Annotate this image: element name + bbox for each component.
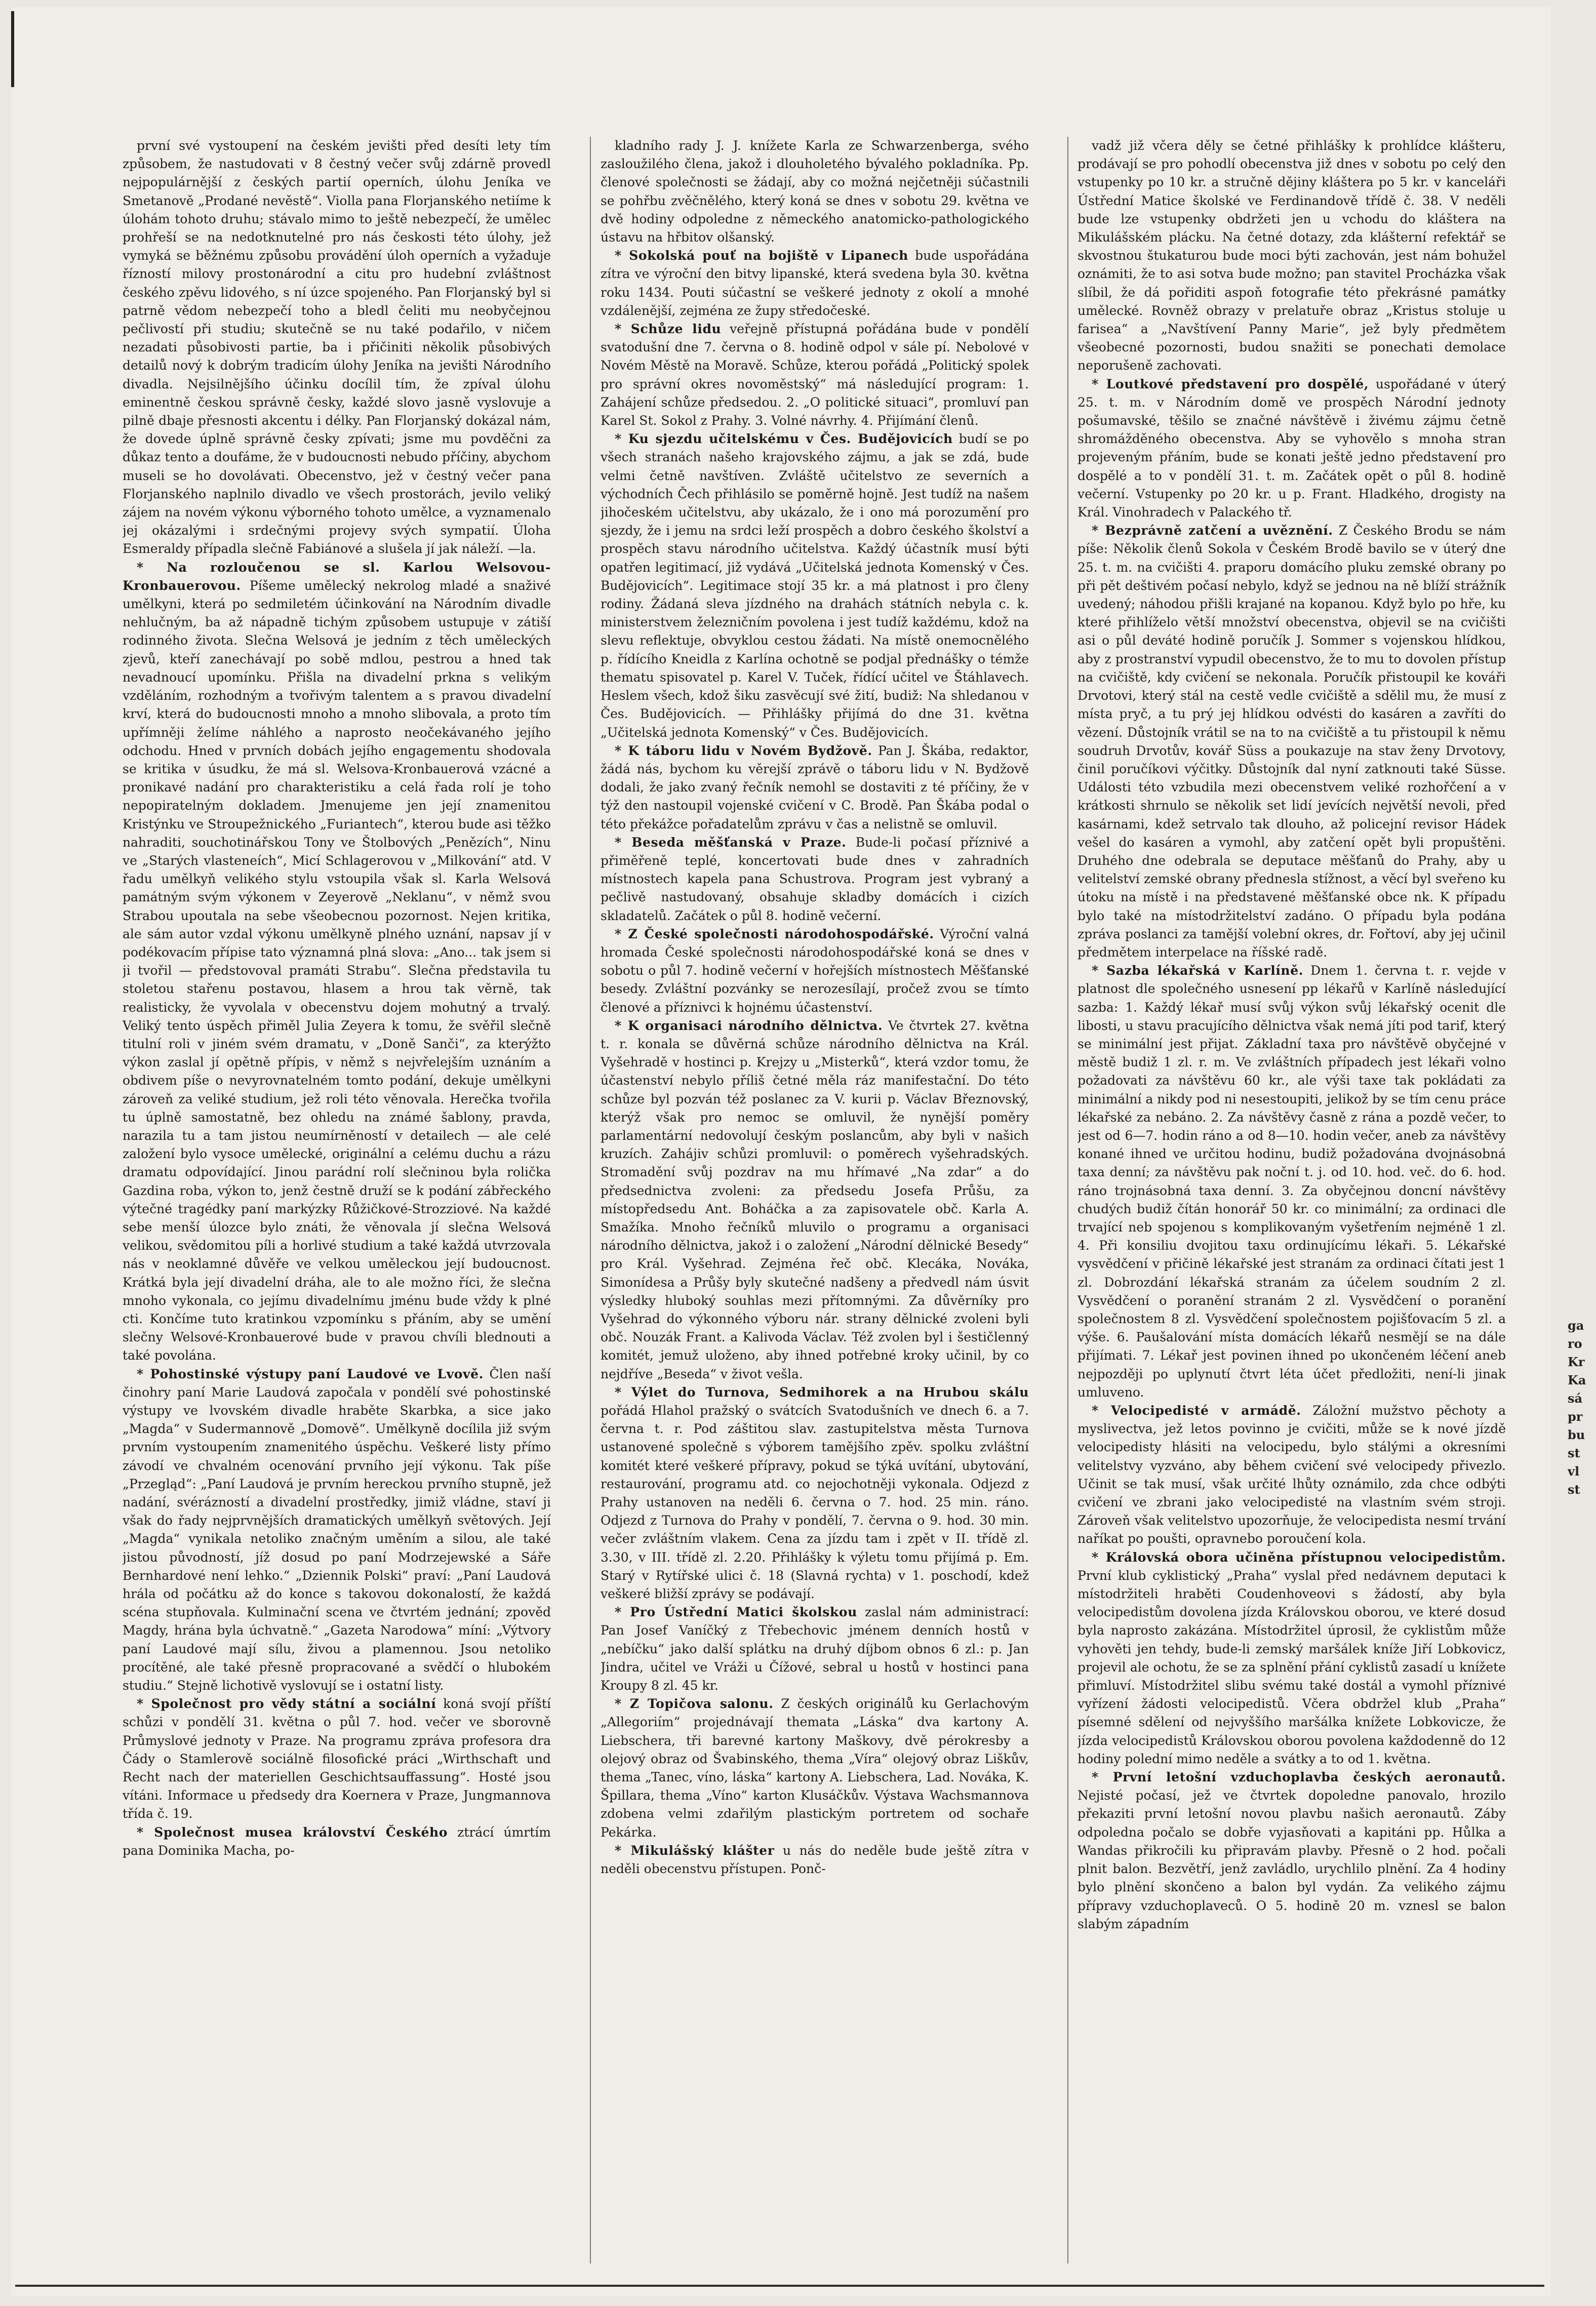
- column-divider: [590, 137, 591, 2263]
- news-item: [1078, 962, 1506, 1402]
- margin-fragment: pr: [1568, 1409, 1583, 1424]
- news-item: [601, 833, 1029, 925]
- news-item-text: Dnem 1. června t. r. vejde v platnost dle společného usnesení pp lékařů v Karlíně následující sazba: 1. Každý lékař musí svůj výkon svůj lékařský ocenit dle libosti, u stavu pracujícího dělnictva však nemá jíti pod tarif, který se minimální jest přijat. Základní taxa pro návštěvě obyčejné v městě budiž 1 zl. r. m. Ve zvláštních případech jest lékaři volno požadovati za návštěvu 60 kr., ale výši taxe tak pokládati za minimální a nikdy pod ni nesestoupiti, jelikož by se tím cenu práce lékařské za nebáno. 2. Za návštěvy časně z rána a pozdě večer, to jest od 6—7. hodin ráno a od 8—10. hodin večer, aneb za návštěvy konané ihned ve určitou hodinu, budiž požadována dvojnásobná taxa denní; za návštěvu pak noční t. j. od 10. hod. več. do 6. hod. ráno trojnásobná taxa denní. 3. Za obyčejnou doncní návštěvy chudých budiž čítán honorář 50 kr. co minimální; za ordinaci dle trvající neb spojenou s komplikovaným vyšetřením nejméně 1 zl. 4. Při konsiliu dvojitou taxu ordinujícímu lékaři. 5. Lékařské vysvědčení v přičině lékařské jest stranám za ordinaci čítati jest 1 zl. Dobrozdání lékařská stranám za účelem soudním 2 zl. Vysvědčení o poranění stranám 2 zl. Vysvědčení o poranění společnostem 8 zl. Vysvědčení společnostem pojišťovacím 5 zl. a výše. 6. Paušalování místa domácích lékařů nesmějí se na dále přijímati. 7. Lékař jest povinen ihned po ukončeném léčení aneb nejpozději po uplynutí čtvrt léta účet předložiti, není-li jinak umluveno.: [1078, 963, 1506, 1400]
- news-item-heading: * Královská obora učiněna přístupnou velocipedistům.: [1092, 1549, 1506, 1565]
- bottom-rule: [15, 2285, 1544, 2287]
- margin-fragment: Ka: [1568, 1373, 1586, 1387]
- news-item-text: Člen naší činohry paní Marie Laudová započala v pondělí své pohostinské výstupy ve lvovském divadle hraběte Skarbka, a sice jako „Magda“ v Sudermannově „Domově“. Umělkyně docílila již svým prvním vystoupením znamenitého úspěchu. Veškeré listy přímo závodí ve chvalném ocenování prvního její výkonu. Tak píše „Przegląd“: „Paní Laudová je prvním hereckou prvního stupně, jež nadání, svérázností a divadelní prostředky, jimiž vládne, staví ji však do řady nejprvnějších dramatických umělkyň světových. Její „Magda“ vynikala netoliko značným uměním a silou, ale také jistou původností, jíž dosud po paní Modrzejewské a Sáře Bernhardové není lehko.“ „Dziennik Polski“ praví: „Paní Laudová hrála od počátku až do konce s takovou dokonalostí, že každá scéna stupňovala. Kulminační scena ve čtvrtém jednání; zpověď Magdy, hrána byla úchvatně.“ „Gazeta Narodowa“ míní: „Výtvory paní Laudové mají sílu, živou a plamennou. Jsou netoliko procítěné, ale také přesně propracované a svědčí o hlubokém studiu.“ Stejně lichotivě vyslovují se i ostatní listy.: [123, 1366, 551, 1693]
- adjacent-page-fragment: [1568, 1317, 1596, 2279]
- news-item-text: vadž již včera děly se četné přihlášky k prohlídce klášteru, prodávají se pro pohodlí obecenstva již dnes v sobotu po celý den vstupenky po 10 kr. a stručně dějiny kláštera po 5 kr. v kanceláři Ústřední Matice školské ve Ferdinandově třídě č. 38. V neděli bude lze vstupenky obdržeti jen u vchodu do kláštera na Mikulášském plácku. Na četné dotazy, zda klášterní refektář se skvostnou štukaturou bude moci býti zachován, jest nám bohužel oznámiti, že to asi sotva bude možno; pan stavitel Procházka však slíbil, že dá pořiditi aspoň fotografie této překrásné památky umělecké. Rovněž obrazy v prelatuře obraz „Kristus stoluje u farisea“ a „Navštívení Panny Marie“, jež byly předmětem všeobecné pozornosti, budou snažiti se ponechati demolace neporušeně zachovati.: [1078, 138, 1506, 373]
- news-item: [601, 430, 1029, 741]
- news-item: [601, 925, 1029, 1017]
- news-item-heading: * Výlet do Turnova, Sedmihorek a na Hrubou skálu: [615, 1384, 1029, 1400]
- news-item-heading: * Pro Ústřední Matici školskou: [615, 1605, 857, 1620]
- news-item: [601, 1842, 1029, 1878]
- news-item-text: zaslal nám administrací: Pan Josef Vaníčký z Třebechovic jménem denních hostů v „nebíčku“ jako další splátku na druhý díjbom obnos 6 zl.: p. Jan Jindra, učitel ve Vráži u Čížové, sebral u hostů v hostinci pana Kroupy 8 zl. 45 kr.: [601, 1605, 1029, 1693]
- news-item: [1078, 1548, 1506, 1768]
- news-item-text: Výroční valná hromada České společnosti národohospodářské koná se dnes v sobotu o půl 7. hodině večerní v hořejších místnostech Měšťanské besedy. Zvláštní pozvánky se nerozesílají, pročež zvou se tímto členové a příznivci k hojnému účastenství.: [601, 926, 1029, 1015]
- column-2: [601, 137, 1029, 2256]
- news-item-heading: * Z Topičova salonu.: [615, 1696, 774, 1712]
- news-item-text: u nás do neděle bude ještě zítra v neděli obecenstvu přístupen. Ponč-: [601, 1843, 1029, 1877]
- news-item: [601, 742, 1029, 833]
- news-item: [601, 247, 1029, 320]
- news-item-text: Píšeme umělecký nekrolog mladé a snaživé umělkyni, která po sedmiletém účinkování na Národním divadle nehlučným, ba až nápadně tichým způsobem ustupuje v zátiší rodinného života. Slečna Welsová je jedním z těch uměleckých zjevů, kteří zanechávají po sobě mdlou, pestrou a hned tak nevadnoucí upomínku. Přišla na divadelní prkna s velikým vzděláním, rozhodným a tvořivým talentem a s pravou divadelní krví, která do budoucnosti mnoho a mnoho slibovala, a proto tím upřímněji želíme náhlého a naprosto neočekávaného jejího odchodu. Hned v prvních dobách jejího engagementu shodovala se kritika v úsudku, že má sl. Welsova-Kronbauerová vzácné a pronikavé nadání pro charakteristiku a celá řada rolí je toho nepopiratelným dokladem. Jmenujeme jen její znamenitou Kristýnku ve Stroupežnického „Furiantech“, kterou bude asi těžko nahraditi, souchotinářskou Tony ve Štolbových „Penězích“, Ninu ve „Starých vlasteneích“, Micí Schlagerovou v „Milkování“ atd. V řadu umělkyň velikého stylu vstoupila však sl. Karla Welsová památným svým výkonem v Zeyerově „Neklanu“, v němž svou Strabou upoutala na sebe všeobecnou pozornost. Nejen kritika, ale sám autor vzdal výkonu umělkyně plného uznání, napsav jí v podékovacím přípise tato významná plná slova: „Ano... tak jsem si ji tvořil — předstovoval pramáti Strabu“. Slečna představila tu stoletou stařenu postavou, hlasem a hrou tak věrně, tak realisticky, že vyvolala v obecenstvu dojem mohutný a trvalý. Veliký tento úspěch přiměl Julia Zeyera k tomu, že svěřil slečně titulní roli v jiném svém dramatu, v „Doně Sanči“, za kterýžto výkon zaslal jí opětně přípis, v němž s nejvřelejším uznáním a obdivem píše o nevyrovnatelném tomto podání, dekuje umělkyni zároveň za veliké studium, jež roli této věnovala. Herečka tvořila tu úplně samostatně, bez ohledu na známé šablony, pravda, narazila tu a tam jistou neumírněností v detailech — ale celé založení bylo vysoce umělecké, originální a celému duchu a rázu dramatu odpovídající. Jinou parádní rolí slečninou byla rolička Gazdina roba, výkon to, jenž čestně druží se k podání zábřeckého výtečné tragédky paní markýzky Růžičkové-Strozziové. Na každé sebe menší úlozce bylo znáti, že věnovala jí slečna Welsová velikou, svědomitou píli a horlivé studium a také každá utvrzovala nás v neoklamné důvěře ve velkou uměleckou její budoucnost. Krátká byla její divadelní dráha, ale to ale možno říci, že slečna mnoho vykonala, co jejímu divadelnímu jménu bude vždy k plné cti. Končíme tuto kratinkou vzpomínku s přáním, aby se umění slečny Welsové-Kronbauerové bude v pravou chvíli blednouti a také povolána.: [123, 578, 551, 1363]
- news-item-heading: * První letošní vzduchoplavba českých aeronautů.: [1092, 1770, 1506, 1785]
- news-item-heading: * Loutkové představení pro dospělé,: [1092, 376, 1369, 391]
- news-item-text: první své vystoupení na českém jevišti před desíti lety tím způsobem, že nastudovati v 8 čestný večer svůj zdárně provedl nejpopulárnější z českých partií operních, úlohu Jeníka ve Smetanově „Prodané nevěstě“. Violla pana Florjanského netiíme k úlohám tohoto druhu; stávalo mimo to ještě nebezpečí, že umělec prohřeší se na nedotknutelné pro nás českosti této úlohy, jež vymyká se běžnému způsobu provádění úloh operních a vyžaduje řízností milovy prostonárodní a citu pro hudební zvláštnost českého zpěvu lidového, s ní úzce spojeného. Pan Florjanský byl si patrně vědom nebezpečí toho a bledl čeliti mu neobyčejnou pečlivostí při studiu; skutečně se nu také podařilo, v ničem nezadati působivosti partie, ba i přičiniti několik působivých detailů nový k dobrým tradicím úlohy Jeníka na jevišti Národního divadla. Nejsilnějšího účinku docílil tím, že zpíval úlohu eminentně českou správně česky, každé slovo jasně vyslovuje a pilně dbaje přesnosti akcentu i délky. Pan Florjanský dokázal nám, že dovede úplně správně česky zpívati; jsme mu povděčni za důkaz tento a doufáme, že v budoucnosti nebudo příčiny, abychom museli se ho dovolávati. Obecenstvo, jež v čestný večer pana Florjanského naplnilo divadlo ve všech prostorách, jevilo veliký zájem na novém výkonu výborného tohoto umělce, a vyznamenalo jej okázalými i srdečnými projevy svých sympatií. Úloha Esmeraldy případla slečně Fabiánové a slušela jí jak náleží. —la.: [123, 138, 551, 556]
- news-item: [601, 1383, 1029, 1603]
- column-divider: [1067, 137, 1068, 2263]
- news-item: [123, 1365, 551, 1695]
- column-1: [123, 137, 551, 2256]
- news-item-heading: * Sokolská pouť na bojiště v Lipanech: [615, 248, 908, 263]
- margin-fragment: st: [1568, 1446, 1580, 1460]
- news-item-heading: * Společnost pro vědy státní a sociální: [137, 1696, 436, 1712]
- news-item: [123, 1695, 551, 1823]
- news-item: [1078, 522, 1506, 962]
- news-item: [601, 1603, 1029, 1695]
- news-item-text: Pan J. Škába, redaktor, žádá nás, bychom ku věrejší zprávě o táboru lidu v N. Bydžově dodali, že jako zvaný řečník nemohl se dostaviti z té příčiny, že v týž den nastoupil vojenské cvičení v C. Brodě. Pan Škába podal o této překážce pořadatelům zprávu v čas a nelistně se omluvil.: [601, 743, 1029, 831]
- news-item-heading: * Beseda měšťanská v Praze.: [615, 834, 847, 850]
- news-item: [1078, 375, 1506, 522]
- news-item-heading: * Na rozloučenou se sl. Karlou Welsovou-Kronbauerovou.: [123, 560, 551, 593]
- news-item: [123, 1823, 551, 1860]
- news-item-heading: * Bezprávně zatčení a uvěznění.: [1092, 523, 1333, 538]
- news-item-text: budí se po všech stranách našeho krajovského zájmu, a jak se zdá, bude velmi četně navštíven. Zvláště učitelstvo ze severních a východních Čech přihlásilo se poměrně hojně. Jest tudíž na našem jihočeském učitelstvu, aby ukázalo, že i ono má porozumění pro sjezdy, že i jemu na srdci leží prospěch a dobro českého školství a prospěch stavu národního učitelstva. Každý účastník musí býti opatřen legitimací, již vydává „Učitelská jednota Komenský v Čes. Budějovicích“. Legitimace stojí 35 kr. a má platnost i pro členy rodiny. Žádaná sleva jízdného na drahách státních nebyla c. k. ministerstvem železničním povolena i jest tudíž každému, kdož na slevu reflektuje, obvyklou cestou žádati. Na místě onemocnělého p. řídícího Kneidla z Karlína ochotně se podjal přednášky o témže thematu spisovatel p. Karel V. Tuček, řídící učitel ve Štáhlavech. Heslem všech, kdož šiku zasvěcují své žití, budiž: Na shledanou v Čes. Budějovicích. — Přihlášky přijímá do dne 31. května „Učitelská jednota Komenský“ v Čes. Budějovicích.: [601, 431, 1029, 740]
- news-item-text: bude uspořádána zítra ve výroční den bitvy lipanské, která svedena byla 30. května roku 1434. Pouti súčastní se veškeré jednoty z okolí a mnohé vzdálenější, zejména ze župy středočeské.: [601, 248, 1029, 318]
- news-item-heading: * Společnost musea království Českého: [137, 1824, 448, 1840]
- news-item: [601, 320, 1029, 430]
- margin-fragment: ga: [1568, 1318, 1584, 1333]
- news-item: [601, 1695, 1029, 1842]
- news-item-text: koná svojí příští schůzi v pondělí 31. května o půl 7. hod. večer ve sborovně Průmyslové jednoty v Praze. Na programu zpráva profesora dra Čády o Stamlerově sociálně filosofické práci „Wirthschaft und Recht nach der materiellen Geschichtsauffassung“. Hosté jsou vítáni. Informace u předsedy dra Koernera v Praze, Jungmannova třída č. 19.: [123, 1696, 551, 1821]
- news-item-heading: * Mikulášský klášter: [615, 1843, 775, 1858]
- news-item-heading: * Schůze lidu: [615, 322, 722, 337]
- news-item-heading: * K táboru lidu v Novém Bydžově.: [615, 743, 872, 758]
- news-item-text: Nejisté počasí, jež ve čtvrtek dopoledne panovalo, hrozilo překaziti první letošní novou plavbu našich aeronautů. Záby odpoledna počalo se dobře vyjasňovati a kapitáni pp. Hůlka a Wandas přikročili ku připravám plavby. Přesně o 2 hod. počali plnit balon. Bezvětří, jenž zavládlo, urychlilo plnění. Za 4 hodiny bylo plnění skončeno a balon byl vydán. Za velikého zájmu přípravy vzduchoplaveců. O 5. hodině 20 m. vznesl se balon slabým západním: [1078, 1788, 1506, 1931]
- margin-fragment: Kr: [1568, 1355, 1585, 1369]
- news-item-heading: * Sazba lékařská v Karlíně.: [1092, 963, 1304, 978]
- news-item-text: Z Českého Brodu se nám píše: Několik členů Sokola v Českém Brodě bavilo se v úterý dne 25. t. m. na cvičišti 4. praporu domácího pluku zemské obrany po při pět deštivém počasí nebylo, když se jednou na ně blíží strážník uvedený; náhodou přišli krajané na kopanou. Když bylo po hře, ku které přihlíželo větší množství obecenstva, objevil se na cvičišti asi o půl deváté hodině poručík J. Sommer s vojenskou hlídkou, aby z prostranství vypudil obecenstvo, že to mu to dovolen přístup na cvičiště, kdy cvičení se nekonala. Poručík přistoupil ke kováři Drvotovi, který stál na cestě vedle cvičiště a sdělil mu, že musí z místa pryč, a tu prý jej hlídkou odvésti do kasáren a zavříti do vězení. Důstojník vrátil se na to na cvičiště a tu přistoupil k němu soudruh Drvotův, kovář Süss a poukazuje na stav ženy Drvotovy, činil poručíkovi výčitky. Důstojník dal nyní zatknouti také Süsse. Události této vzbudila mezi obecenstvem veliké rozhořčení a v krátkosti shrnulo se několik set lidí jevících největší nevoli, před kasárnami, kdež setrvalo tak dlouho, až policejní revisor Hádek vešel do kasáren a vymohl, aby zatčení opět byli propuštěni. Druhého dne odebrala se deputace měšťanů do Prahy, aby u velitelství zemské obrany přednesla stížnost, a věcí byl sveřeno ku útoku na místě i na představené měšťanské obce nk. K případu bylo také na místodržitelství zadáno. O případu byla podána zpráva poslanci za tamější volební okres, dr. Fořtoví, aby jej učinil předmětem interpelace na říšské radě.: [1078, 523, 1506, 960]
- news-item-heading: * Velocipedisté v armádě.: [1092, 1403, 1301, 1418]
- news-item-heading: * Ku sjezdu učitelskému v Čes. Budějovicích: [615, 431, 953, 447]
- news-item-text: uspořádané v úterý 25. t. m. v Národním domě ve prospěch Národní jednoty pošumavské, těšilo se značné návštěvě i živému zájmu četně shromážděného obecenstva. Aby se vyhovělo s mnoha stran projeveným přáním, bude se konati ještě jedno představení pro dospělé a to v pondělí 31. t. m. Začátek opět o půl 8. hodině večerní. Vstupenky po 20 kr. u p. Frant. Hladkého, drogisty na Král. Vinohradech v Palackého tř.: [1078, 376, 1506, 520]
- margin-fragment: st: [1568, 1482, 1580, 1497]
- left-edge-rule: [11, 11, 14, 87]
- margin-fragment: ro: [1568, 1336, 1582, 1351]
- news-item: [601, 137, 1029, 247]
- news-item-text: pořádá Hlahol pražský o svátcích Svatodušních ve dnech 6. a 7. června t. r. Pod záštitou slav. zastupitelstva města Turnova ustanovené společně s výborem tamějšího zpěv. spolku zvláštní komitét které veškeré přípravy, pokud se týká uvítání, ubytování, restaurování, programu atd. co nejochotněji vykonala. Odjezd z Prahy ustanoven na neděli 6. června o 7. hod. 25 min. ráno. Odjezd z Turnova do Prahy v pondělí, 7. června o 9. hod. 30 min. večer zvláštním vlakem. Cena za jízdu tam i zpět v II. třídě zl. 3.30, v III. třídě zl. 2.20. Přihlášky k výletu tomu přijímá p. Em. Starý v Rytířské ulici č. 18 (Slavná rychta) v 1. poschodí, kdež veškeré bližší zprávy se podávají.: [601, 1403, 1029, 1602]
- column-3: [1078, 137, 1506, 2256]
- news-item: [1078, 1768, 1506, 1933]
- margin-fragment: bu: [1568, 1427, 1585, 1442]
- margin-fragment: vl: [1568, 1464, 1580, 1479]
- news-item-heading: * K organisaci národního dělnictva.: [615, 1018, 883, 1033]
- news-item: [123, 559, 551, 1365]
- news-item: [123, 137, 551, 559]
- news-item-text: Záložní mužstvo pěchoty a myslivectva, jež letos povinno je cvičiti, může se k nové jízdě velocipedisty hlásiti na velocipedu, bylo stálými a okresními velitelstvy vyzváno, aby během cvičení své velocipedy přivezlo. Učinit se tak musí, však určité lhůty oznámilo, zda chce odbýti cvičení ve zbrani jako velocipedisté na vlastním svém stroji. Zároveň však velitelstvo upozorňuje, že velocipedista nesmí trvání naříkat po poušti, opravnebo poroučení kola.: [1078, 1403, 1506, 1546]
- news-item-text: ztrácí úmrtím pana Dominika Macha, po-: [123, 1824, 551, 1858]
- news-item-heading: * Z České společnosti národohospodářské.: [615, 926, 934, 941]
- news-item-text: kladního rady J. J. knížete Karla ze Schwarzenberga, svého zasloužilého člena, jakož i dlouholetého bývalého pokladníka. Pp. členové společnosti se žádají, aby co možná nejčetněji súčastnili se pohřbu zvěčnělého, který koná se dnes v sobotu 29. května ve dvě hodiny odpoledne z německého anatomicko-pathologického ústavu na hřbitov olšanský.: [601, 138, 1029, 245]
- news-item: [1078, 137, 1506, 375]
- news-item: [1078, 1402, 1506, 1548]
- news-item-text: veřejně přístupná pořádána bude v pondělí svatodušní dne 7. června o 8. hodině odpol v sále pí. Nebolové v Novém Městě na Moravě. Schůze, kterou pořádá „Politický spolek pro správní okres novoměstský“ má následující program: 1. Zahájení schůze předsedou. 2. „O politické situaci“, promluví pan Karel St. Sokol z Prahy. 3. Volné návrhy. 4. Přijímání členů.: [601, 322, 1029, 428]
- news-item-text: První klub cyklistický „Praha“ vyslal před nedávnem deputaci k místodržiteli hraběti Coudenhoveovi s žádostí, aby byla velocipedistům dovolena jízda Královskou oborou, ve které dosud byla naprosto zakázána. Místodržitel úprosil, že cyklistům může vyhověti jen tehdy, bude-li zemský maršálek kníže Jiří Lobkovicz, projevil ale ochotu, že se za splnění přání cyklistů zasadí u knížete přimluví. Místodržitel slibu svému také dostál a vymohl příznivé vyřízení žádosti velocipedistů. Včera obdržel klub „Praha“ písemné sdělení od nejvyššího maršálka knížete Lobkovicze, že jízda velocipedistů Královskou oborou povolena každodenně do 12 hodiny polední mimo neděle a svátky a to od 1. května.: [1078, 1568, 1506, 1766]
- news-item-heading: * Pohostinské výstupy paní Laudové ve Lvově.: [137, 1366, 484, 1381]
- news-item: [601, 1017, 1029, 1383]
- margin-fragment: sá: [1568, 1391, 1583, 1406]
- news-item-text: Z českých originálů ku Gerlachovým „Allegoriím“ projednávají themata „Láska“ dva kartony A. Liebschera, tři barevné kartony Maškovy, dvě pérokresby a olejový obraz od Švabinského, thema „Víra“ olejový obraz Liškův, thema „Tanec, víno, láska“ kartony A. Liebschera, Lad. Nováka, K. Špillara, thema „Víno“ karton Klusáčkův. Výstava Wachsmannova zdobena velmi zdařilým plastickým portretem od sochaře Pekárka.: [601, 1696, 1029, 1840]
- news-item-text: Ve čtvrtek 27. května t. r. konala se důvěrná schůze národního dělnictva na Král. Vyšehradě v hostinci p. Krejzy u „Misterků“, která vzdor tomu, že účastenství nebylo příliš četné měla ráz manifestační. Do této schůze byl pozván též poslanec za V. kurii p. Václav Březnovský, kterýž však pro nemoc se omluvil, že nynější poměry parlamentární nedovolují českým poslancům, aby byli v našich kruzích. Zahájiv schůzi promluvil: o poměrech vyšehradských. Stromadění svůj pozdrav na mu hřímavé „Na zdar“ a do předsednictva zvoleni: za předsedu Josefa Průšu, za místopředsedu Ant. Boháčka a za zapisovatele obč. Karla A. Smažíka. Mnoho řečníků mluvilo o programu a organisaci národního dělnictva, jakož i o založení „Národní dělnické Besedy“ pro Král. Vyšehrad. Zejména řeč obč. Klecáka, Nováka, Simonídesa a Průšy byly skutečné nadšeny a předvedl nám úsvit výsledky hluboký souhlas mezi přítomnými. Za důvěrníky pro Vyšehrad do výkonného výboru nár. strany dělnické zvoleni byli obč. Nouzák Frant. a Kalivoda Václav. Též zvolen byl i šestičlenný komitét, jemuž uloženo, aby ihned potřebné kroky učinil, by co nejdříve „Beseda“ v život vešla.: [601, 1018, 1029, 1381]
- news-item-text: Bude-li počasí příznivé a přiměřeně teplé, koncertovati bude dnes v zahradních místnostech kapela pana Schustrova. Program jest vybraný a pečlivě nastudovaný, obsahuje skladby domácích i cizích skladatelů. Začátek o půl 8. hodině večerní.: [601, 834, 1029, 923]
